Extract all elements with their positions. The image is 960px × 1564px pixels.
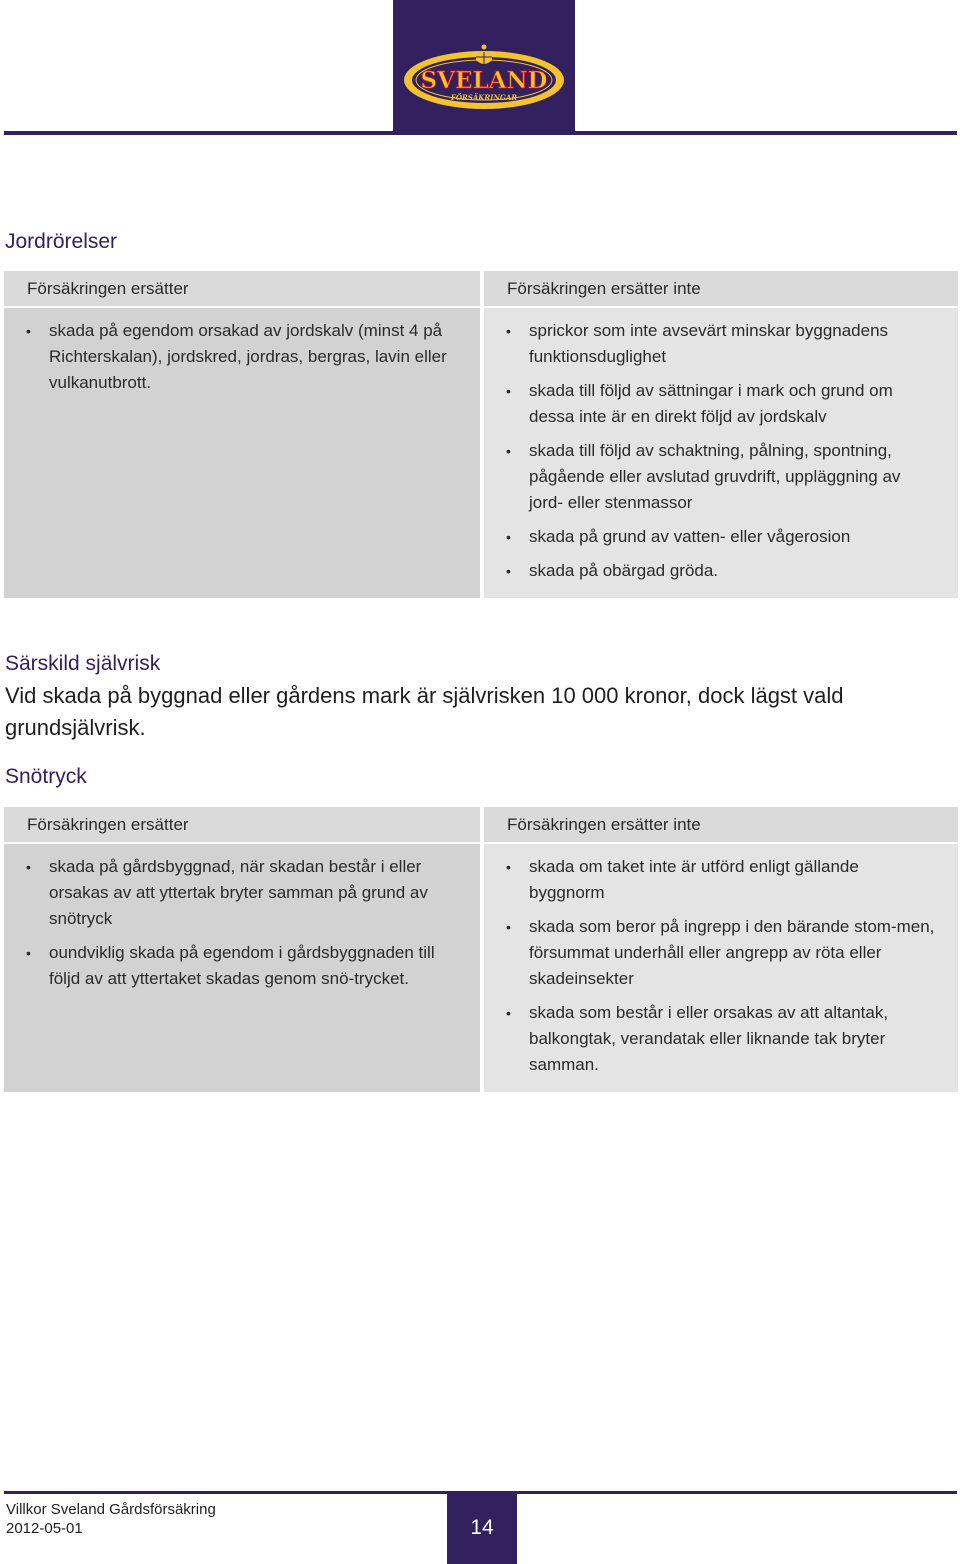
footer-date: 2012-05-01	[6, 1520, 83, 1537]
list-item: • skada på gårdsbyggnad, när skadan består i eller orsakas av att yttertak bryter samman på grund av snötryck	[4, 854, 480, 932]
not-covered-list	[484, 318, 958, 584]
table-header	[4, 807, 958, 842]
list-item: • sprickor som inte avsevärt minskar byggnadens funktionsduglighet	[484, 318, 958, 370]
covered-list	[4, 854, 480, 992]
header-rule	[4, 131, 957, 135]
logo-subtext: FÖRSÄKRINGAR	[450, 93, 518, 102]
covered-cell	[4, 844, 480, 1092]
list-item: • skada till följd av schaktning, pålning, spontning, pågående eller avslutad gruvdrift, uppläggning av jord- eller stenmassor	[484, 438, 958, 516]
list-item: • skada på egendom orsakad av jordskalv (minst 4 på Richterskalan), jordskred, jordras, bergras, lavin eller vulkanutbrott.	[4, 318, 480, 396]
logo-text: SVELAND	[420, 67, 548, 94]
header-not-covered: Försäkringen ersätter inte	[484, 807, 958, 842]
section-title-sarskild-sjalvrisk: Särskild självrisk	[5, 652, 161, 675]
page-number-block	[447, 1491, 517, 1564]
jordrorelser-table	[4, 271, 958, 598]
not-covered-cell	[484, 308, 958, 598]
table-header	[4, 271, 958, 306]
sjalvrisk-text: Vid skada på byggnad eller gårdens mark är självrisken 10 000 kronor, dock lägst vald grundsjälvrisk.	[5, 683, 844, 740]
not-covered-cell	[484, 844, 958, 1092]
header-not-covered: Försäkringen ersätter inte	[484, 271, 958, 306]
footer-doc-title: Villkor Sveland Gårdsförsäkring	[6, 1501, 216, 1518]
list-item: • skada till följd av sättningar i mark och grund om dessa inte är en direkt följd av jordskalv	[484, 378, 958, 430]
list-item: • skada på obärgad gröda.	[484, 558, 958, 584]
covered-list	[4, 318, 480, 396]
sveland-logo-icon	[393, 0, 575, 133]
list-item: • oundviklig skada på egendom i gårdsbyggnaden till följd av att yttertaket skadas genom snö-trycket.	[4, 940, 480, 992]
snotryck-table	[4, 807, 958, 1092]
section-title-snotryck: Snötryck	[5, 765, 87, 788]
page-number: 14	[470, 1516, 494, 1539]
not-covered-list	[484, 854, 958, 1078]
list-item: • skada som består i eller orsakas av att altantak, balkongtak, verandatak eller liknande tak bryter samman.	[484, 1000, 958, 1078]
covered-cell	[4, 308, 480, 598]
list-item: • skada på grund av vatten- eller vågerosion	[484, 524, 958, 550]
header-covered: Försäkringen ersätter	[4, 807, 480, 842]
section-title-jordrorelser: Jordrörelser	[5, 230, 118, 253]
list-item: • skada som beror på ingrepp i den bärande stom-men, försummat underhåll eller angrepp av röta eller skadeinsekter	[484, 914, 958, 992]
list-item: • skada om taket inte är utförd enligt gällande byggnorm	[484, 854, 958, 906]
logo-block	[393, 0, 575, 133]
header-covered: Försäkringen ersätter	[4, 271, 480, 306]
